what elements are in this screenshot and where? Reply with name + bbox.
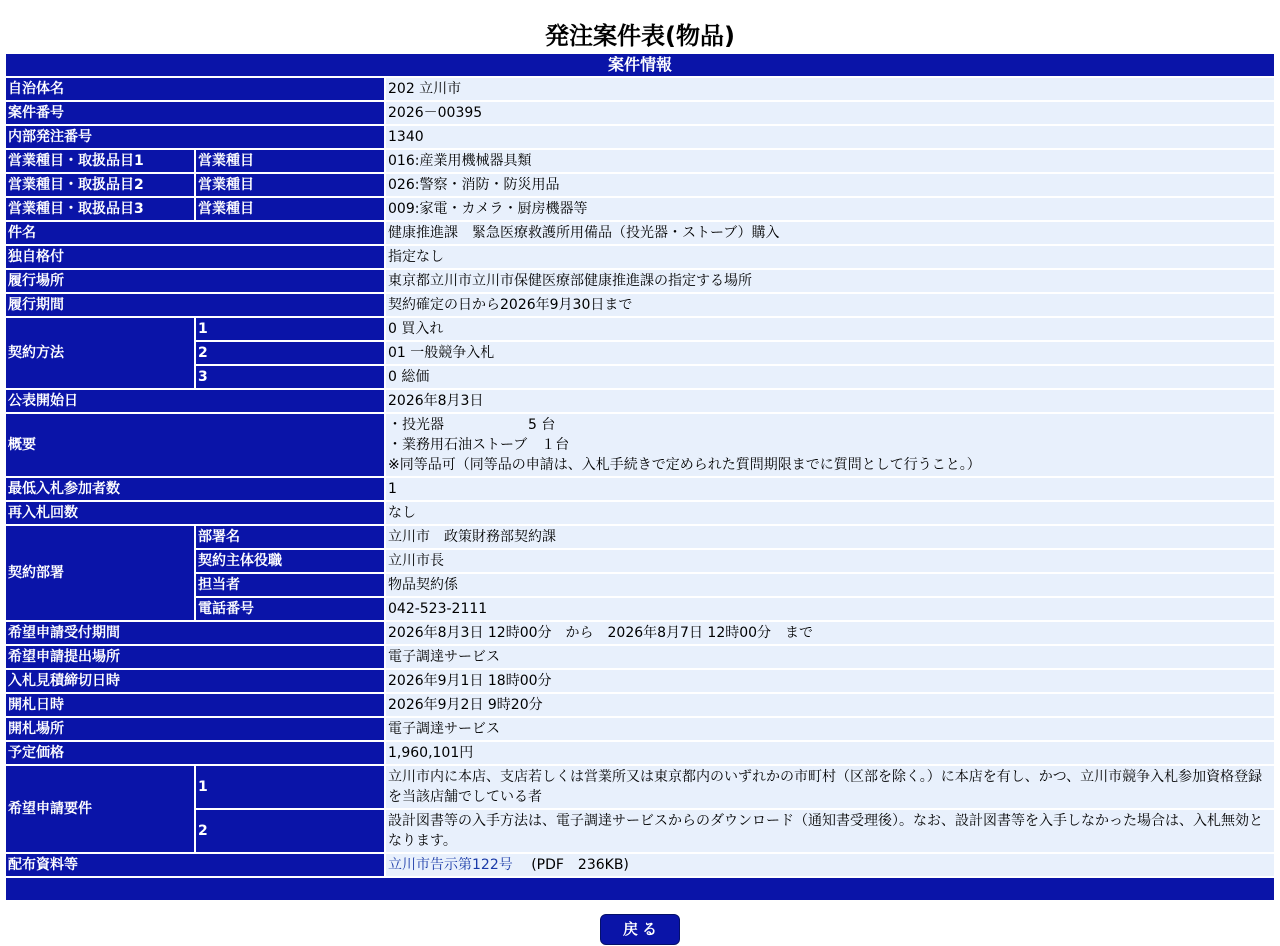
- sublabel-business-category-1: 営業種目: [196, 150, 386, 174]
- value-phone: 042-523-2111: [386, 598, 1274, 622]
- summary-line: ・投光器 5 台: [388, 417, 556, 433]
- value-opening-place: 電子調達サービス: [386, 718, 1274, 742]
- requirement-no-2: 2: [196, 810, 386, 854]
- row-contract-department-3: [6, 574, 1274, 598]
- row-own-rating: [6, 246, 1274, 270]
- label-contract-department: 契約部署: [6, 526, 196, 622]
- value-planned-price: 1,960,101円: [386, 742, 1274, 766]
- value-summary: [386, 414, 1274, 478]
- contract-method-no-3: 3: [196, 366, 386, 390]
- label-requirements: 希望申請要件: [6, 766, 196, 854]
- label-business-category-3: 営業種目・取扱品目3: [6, 198, 196, 222]
- sublabel-phone: 電話番号: [196, 598, 386, 622]
- value-person-in-charge: 物品契約係: [386, 574, 1274, 598]
- value-rebid-count: なし: [386, 502, 1274, 526]
- contract-method-no-1: 1: [196, 318, 386, 342]
- value-department-name: 立川市 政策財務部契約課: [386, 526, 1274, 550]
- value-bid-deadline: 2026年9月1日 18時00分: [386, 670, 1274, 694]
- value-own-rating: 指定なし: [386, 246, 1274, 270]
- value-place: 東京都立川市立川市保健医療部健康推進課の指定する場所: [386, 270, 1274, 294]
- label-own-rating: 独自格付: [6, 246, 386, 270]
- row-bid-deadline: [6, 670, 1274, 694]
- row-contract-method-2: [6, 342, 1274, 366]
- row-place: [6, 270, 1274, 294]
- value-min-bidders: 1: [386, 478, 1274, 502]
- value-internal-order-number: 1340: [386, 126, 1274, 150]
- label-business-category-2: 営業種目・取扱品目2: [6, 174, 196, 198]
- label-business-category-1: 営業種目・取扱品目1: [6, 150, 196, 174]
- label-planned-price: 予定価格: [6, 742, 386, 766]
- requirement-value-1: 立川市内に本店、支店若しくは営業所又は東京都内のいずれかの市町村（区部を除く。）に本店を有し、かつ、立川市競争入札参加資格登録を当該店舗でしている者: [386, 766, 1274, 810]
- value-municipality: 202 立川市: [386, 78, 1274, 102]
- value-application-place: 電子調達サービス: [386, 646, 1274, 670]
- sublabel-person-in-charge: 担当者: [196, 574, 386, 598]
- value-application-period: 2026年8月3日 12時00分 から 2026年8月7日 12時00分 まで: [386, 622, 1274, 646]
- row-business-category-3: [6, 198, 1274, 222]
- row-contract-department-1: [6, 526, 1274, 550]
- contract-method-value-3: 0 総価: [386, 366, 1274, 390]
- summary-line: ・業務用石油ストーブ １台: [388, 437, 570, 453]
- value-business-category-1: 016:産業用機械器具類: [386, 150, 1274, 174]
- label-contract-method: 契約方法: [6, 318, 196, 390]
- row-requirement-1: [6, 766, 1274, 810]
- row-period: [6, 294, 1274, 318]
- row-business-category-1: [6, 150, 1274, 174]
- label-summary: 概要: [6, 414, 386, 478]
- row-contract-department-4: [6, 598, 1274, 622]
- value-business-category-2: 026:警察・消防・防災用品: [386, 174, 1274, 198]
- value-opening-datetime: 2026年9月2日 9時20分: [386, 694, 1274, 718]
- label-bid-deadline: 入札見積締切日時: [6, 670, 386, 694]
- requirement-value-2: 設計図書等の入手方法は、電子調達サービスからのダウンロード（通知書受理後）。なお、設計図書等を入手しなかった場合は、入札無効となります。: [386, 810, 1274, 854]
- row-opening-datetime: [6, 694, 1274, 718]
- row-business-category-2: [6, 174, 1274, 198]
- label-municipality: 自治体名: [6, 78, 386, 102]
- footer-bar: [6, 878, 1274, 902]
- row-contract-method-3: [6, 366, 1274, 390]
- label-place: 履行場所: [6, 270, 386, 294]
- row-min-bidders: [6, 478, 1274, 502]
- document-info: (PDF 236KB): [531, 857, 629, 873]
- contract-method-no-2: 2: [196, 342, 386, 366]
- case-info-table: [6, 54, 1274, 902]
- row-application-place: [6, 646, 1274, 670]
- value-contract-title: 立川市長: [386, 550, 1274, 574]
- value-subject: 健康推進課 緊急医療救護所用備品（投光器・ストーブ）購入: [386, 222, 1274, 246]
- contract-method-value-2: 01 一般競争入札: [386, 342, 1274, 366]
- value-case-number: 2026－00395: [386, 102, 1274, 126]
- row-planned-price: [6, 742, 1274, 766]
- back-button[interactable]: 戻る: [600, 914, 680, 945]
- value-period: 契約確定の日から2026年9月30日まで: [386, 294, 1274, 318]
- sublabel-department-name: 部署名: [196, 526, 386, 550]
- row-contract-method-1: [6, 318, 1274, 342]
- contract-method-value-1: 0 買入れ: [386, 318, 1274, 342]
- value-publish-date: 2026年8月3日: [386, 390, 1274, 414]
- label-rebid-count: 再入札回数: [6, 502, 386, 526]
- row-case-number: [6, 102, 1274, 126]
- label-opening-datetime: 開札日時: [6, 694, 386, 718]
- label-publish-date: 公表開始日: [6, 390, 386, 414]
- back-button-area: [0, 914, 1280, 945]
- row-internal-order-number: [6, 126, 1274, 150]
- page-title: 発注案件表(物品): [545, 22, 735, 50]
- sublabel-business-category-3: 営業種目: [196, 198, 386, 222]
- label-opening-place: 開札場所: [6, 718, 386, 742]
- sublabel-business-category-2: 営業種目: [196, 174, 386, 198]
- row-opening-place: [6, 718, 1274, 742]
- label-period: 履行期間: [6, 294, 386, 318]
- label-documents: 配布資料等: [6, 854, 386, 878]
- row-summary: [6, 414, 1274, 478]
- value-documents: [386, 854, 1274, 878]
- label-min-bidders: 最低入札参加者数: [6, 478, 386, 502]
- row-rebid-count: [6, 502, 1274, 526]
- section-header: 案件情報: [6, 54, 1274, 78]
- value-business-category-3: 009:家電・カメラ・厨房機器等: [386, 198, 1274, 222]
- sublabel-contract-title: 契約主体役職: [196, 550, 386, 574]
- row-subject: [6, 222, 1274, 246]
- row-publish-date: [6, 390, 1274, 414]
- requirement-no-1: 1: [196, 766, 386, 810]
- summary-line: ※同等品可（同等品の申請は、入札手続きで定められた質問期限までに質問として行うこと。）: [388, 457, 981, 473]
- row-application-period: [6, 622, 1274, 646]
- label-internal-order-number: 内部発注番号: [6, 126, 386, 150]
- label-subject: 件名: [6, 222, 386, 246]
- row-requirement-2: [6, 810, 1274, 854]
- row-municipality: [6, 78, 1274, 102]
- label-case-number: 案件番号: [6, 102, 386, 126]
- row-documents: [6, 854, 1274, 878]
- row-contract-department-2: [6, 550, 1274, 574]
- label-application-period: 希望申請受付期間: [6, 622, 386, 646]
- label-application-place: 希望申請提出場所: [6, 646, 386, 670]
- document-link[interactable]: 立川市告示第122号: [388, 857, 513, 873]
